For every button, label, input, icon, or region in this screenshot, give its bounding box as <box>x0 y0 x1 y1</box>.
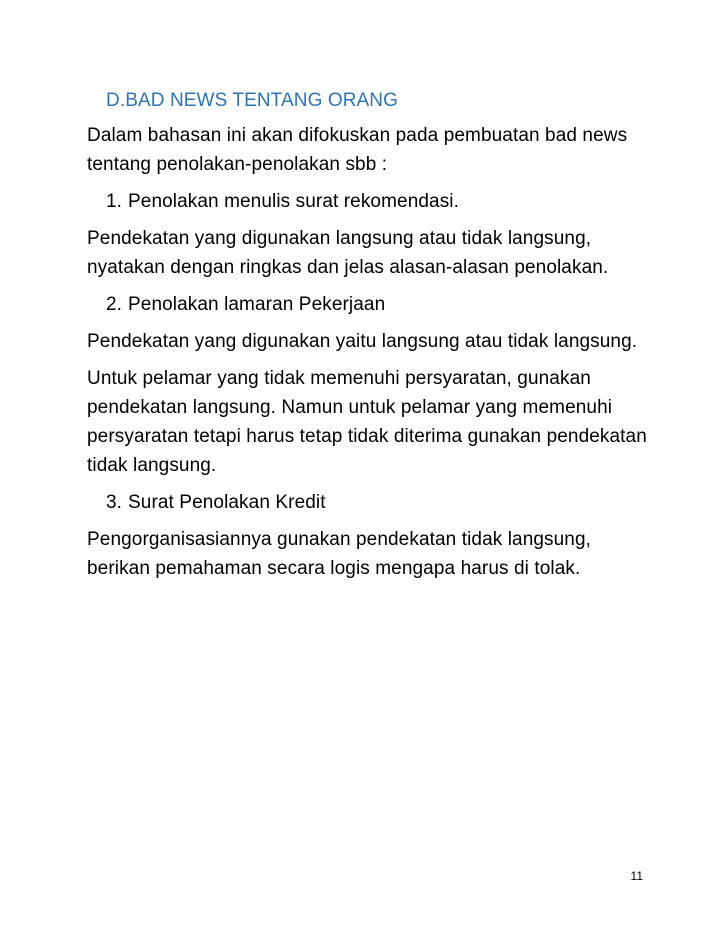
list-item-2 <box>106 290 647 319</box>
body-paragraph: Pendekatan yang digunakan yaitu langsung atau tidak langsung. <box>87 331 638 352</box>
list-number: 1. <box>106 191 123 212</box>
body-paragraph: Pengorganisasiannya gunakan pendekatan tidak langsung, berikan pemahaman secara logis mengapa harus di tolak. <box>87 529 592 579</box>
list-item-1 <box>106 187 647 216</box>
list-number: 2. <box>106 294 123 315</box>
list-title: Penolakan lamaran Pekerjaan <box>128 294 386 315</box>
section-heading: D.BAD NEWS TENTANG ORANG <box>106 90 399 111</box>
list-title: Penolakan menulis surat rekomendasi. <box>128 191 459 212</box>
intro-paragraph: Dalam bahasan ini akan difokuskan pada pembuatan bad news tentang penolakan-penolakan sbb : <box>87 125 628 175</box>
list-title: Surat Penolakan Kredit <box>128 492 326 513</box>
page-content <box>87 86 647 591</box>
body-paragraph: Untuk pelamar yang tidak memenuhi persyaratan, gunakan pendekatan langsung. Namun untuk pelamar yang memenuhi persyaratan tetapi harus tetap tidak diterima gunakan pendekatan tidak langsung. <box>87 368 647 476</box>
page-number: 11 <box>630 869 643 883</box>
body-paragraph: Pendekatan yang digunakan langsung atau tidak langsung, nyatakan dengan ringkas dan jelas alasan-alasan penolakan. <box>87 228 609 278</box>
list-number: 3. <box>106 492 123 513</box>
list-item-3 <box>106 488 647 517</box>
